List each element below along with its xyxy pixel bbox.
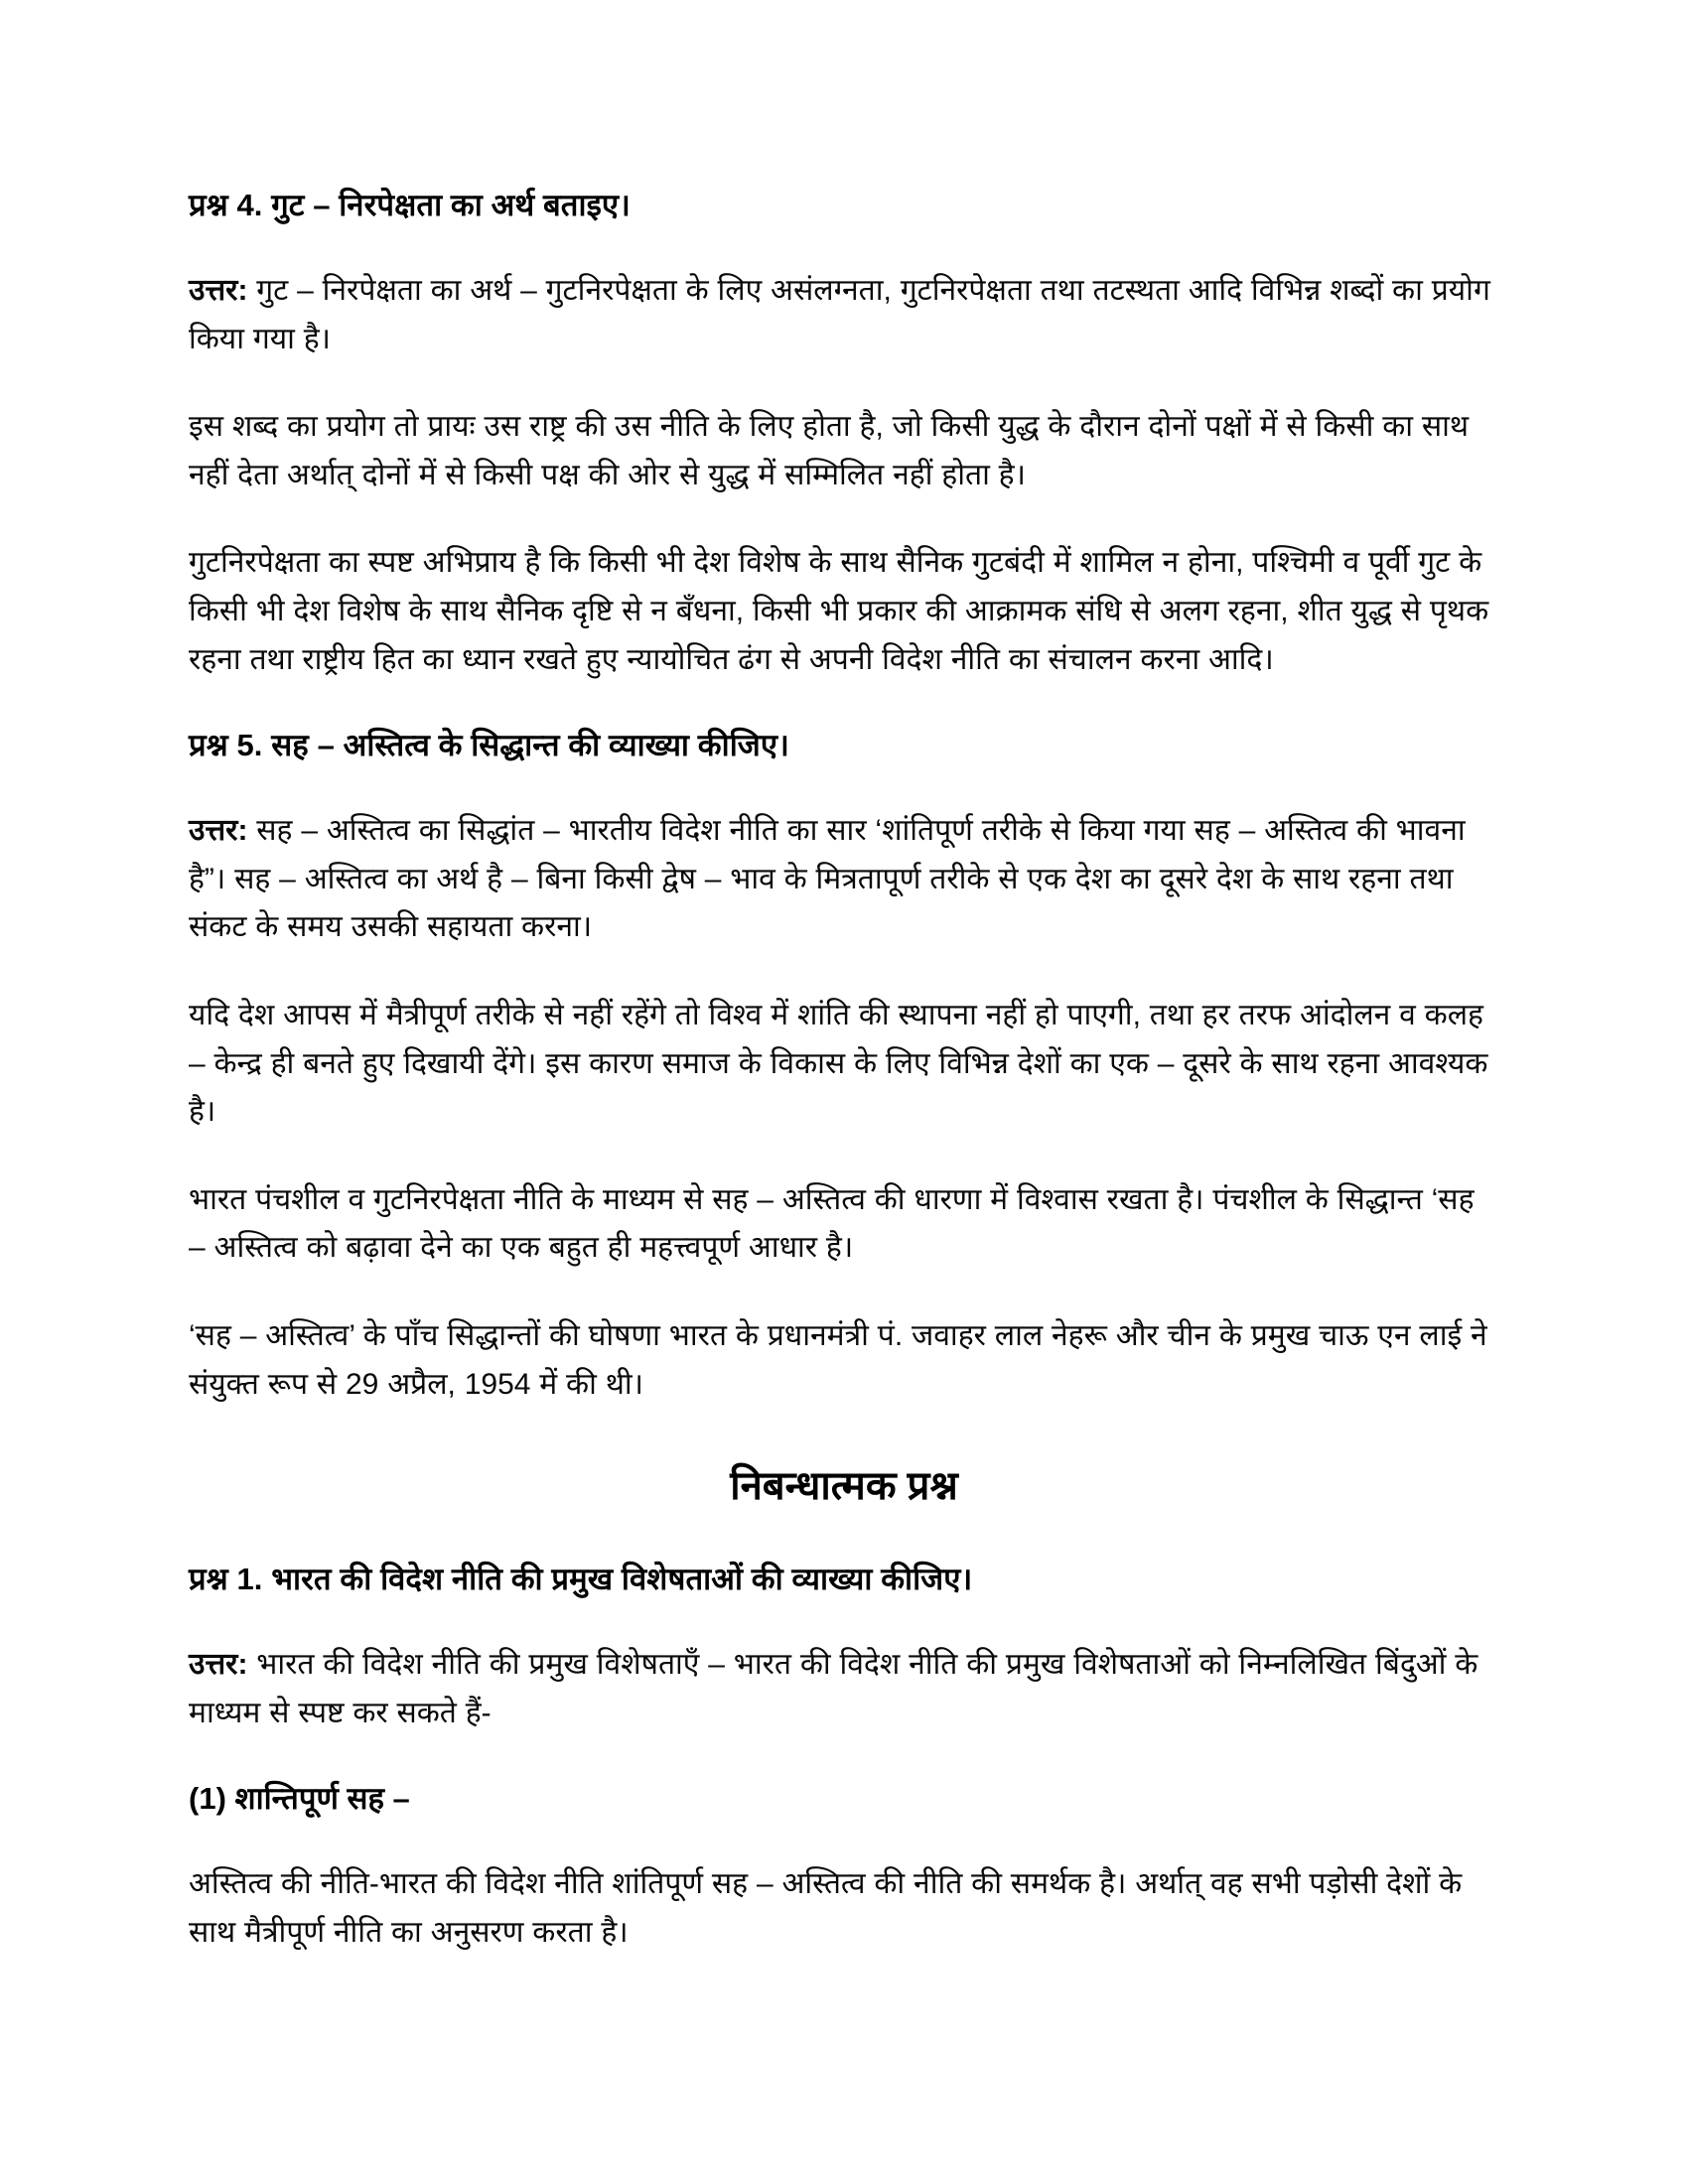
question-4-paragraph-3: गुटनिरपेक्षता का स्पष्ट अभिप्राय है कि किसी भी देश विशेष के साथ सैनिक गुटबंदी में शामिल न होना, पश्चिमी व पूर्वी गुट के किसी भी देश विशेष के साथ सैनिक दृष्टि से न बँधना, किसी भी प्रकार की आक्रामक संधि से अलग रहना, शीत युद्ध से पृथक रहना तथा राष्ट्रीय हित का ध्यान रखते हुए न्यायोचित ढंग से अपनी विदेश नीति का संचालन करना आदि। (189, 546, 1489, 676)
essay-question-1-heading: प्रश्न 1. भारत की विदेश नीति की प्रमुख विशेषताओं की व्याख्या कीजिए। (189, 1562, 973, 1597)
question-4-heading: प्रश्न 4. गुट – निरपेक्षता का अर्थ बताइए। (189, 188, 632, 222)
essay-question-1-answer-paragraph (189, 1641, 1499, 1737)
answer-text: गुट – निरपेक्षता का अर्थ – गुटनिरपेक्षता के लिए असंलग्नता, गुटनिरपेक्षता तथा तटस्थता आदि विभिन्न शब्दों का प्रयोग किया गया है। (189, 274, 1490, 355)
question-5-paragraph-2: यदि देश आपस में मैत्रीपूर्ण तरीके से नहीं रहेंगे तो विश्व में शांति की स्थापना नहीं हो पाएगी, तथा हर तरफ आंदोलन व कलह – केन्द्र ही बनते हुए दिखायी देंगे। इस कारण समाज के विकास के लिए विभिन्न देशों का एक – दूसरे के साथ रहना आवश्यक है। (189, 998, 1488, 1129)
question-4-answer-paragraph (189, 267, 1499, 363)
question-5-answer-paragraph (189, 807, 1499, 952)
answer-label: उत्तर: (189, 1648, 248, 1682)
essay-point-1-heading: (1) शान्तिपूर्ण सह – (189, 1781, 410, 1817)
essay-point-1-body: अस्तित्व की नीति-भारत की विदेश नीति शांतिपूर्ण सह – अस्तित्व की नीति की समर्थक है। अर्थात् वह सभी पड़ोसी देशों के साथ मैत्रीपूर्ण नीति का अनुसरण करता है। (189, 1867, 1463, 1949)
section-title-essay-questions: निबन्धात्मक प्रश्न (730, 1464, 958, 1509)
question-5-paragraph-4: ‘सह – अस्तित्व’ के पाँच सिद्धान्तों की घोषणा भारत के प्रधानमंत्री पं. जवाहर लाल नेहरू और चीन के प्रमुख चाऊ एन लाई ने संयुक्त रूप से 29 अप्रैल, 1954 में की थी। (189, 1318, 1487, 1401)
answer-label: उत्तर: (189, 274, 248, 308)
question-5-paragraph-3: भारत पंचशील व गुटनिरपेक्षता नीति के माध्यम से सह – अस्तित्व की धारणा में विश्वास रखता है। पंचशील के सिद्धान्त ‘सह – अस्तित्व को बढ़ावा देने का एक बहुत ही महत्त्वपूर्ण आधार है। (189, 1182, 1475, 1265)
document-body (189, 184, 1499, 1997)
question-4-paragraph-2: इस शब्द का प्रयोग तो प्रायः उस राष्ट्र की उस नीति के लिए होता है, जो किसी युद्ध के दौरान दोनों पक्षों में से किसी का साथ नहीं देता अर्थात् दोनों में से किसी पक्ष की ओर से युद्ध में सम्मिलित नहीं होता है। (189, 410, 1470, 491)
question-5-heading: प्रश्न 5. सह – अस्तित्व के सिद्धान्त की व्याख्या कीजिए। (189, 728, 789, 763)
answer-text: भारत की विदेश नीति की प्रमुख विशेषताएँ – भारत की विदेश नीति की प्रमुख विशेषताओं को निम्नलिखित बिंदुओं के माध्यम से स्पष्ट कर सकते हैं- (189, 1648, 1478, 1729)
answer-text: सह – अस्तित्व का सिद्धांत – भारतीय विदेश नीति का सार ‘शांतिपूर्ण तरीके से किया गया सह – अस्तित्व की भावना है”। सह – अस्तित्व का अर्थ है – बिना किसी द्वेष – भाव के मित्रतापूर्ण तरीके से एक देश का दूसरे देश के साथ रहना तथा संकट के समय उसकी सहायता करना। (189, 814, 1466, 944)
answer-label: उत्तर: (189, 814, 248, 848)
